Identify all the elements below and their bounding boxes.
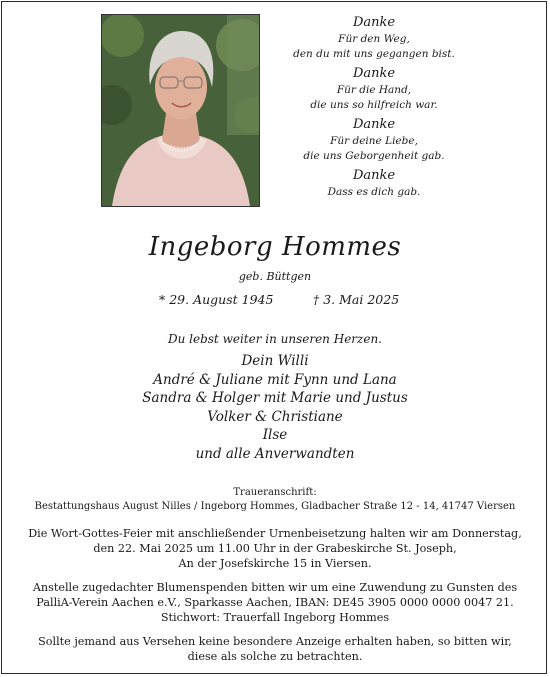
poem-stanza [276, 14, 472, 62]
poem-line: die uns Geborgenheit gab. [303, 150, 445, 162]
donation-line: Stichwort: Trauerfall Ingeborg Hommes [160, 611, 390, 624]
service-line: Die Wort-Gottes-Feier mit anschließender Urnenbeisetzung halten wir am Donnerstag, [28, 527, 522, 540]
poem-line: Für den Weg, [338, 33, 410, 45]
mourning-address [0, 486, 550, 513]
maiden-name: geb. Büttgen [238, 270, 312, 283]
service-info [0, 526, 550, 571]
family-member-line: Sandra & Holger mit Marie und Justus [142, 390, 408, 406]
donation-line: PalliA-Verein Aachen e.V., Sparkasse Aachen, IBAN: DE45 3905 0000 0000 0047 21. [36, 596, 514, 609]
poem-heading: Danke [352, 15, 396, 30]
family-member-line: André & Juliane mit Fynn und Lana [153, 371, 397, 388]
poem-stanza [276, 167, 472, 200]
family-list [0, 352, 550, 463]
family-member-line: Volker & Christiane [207, 408, 343, 425]
poem-line: Dass es dich gab. [327, 186, 421, 198]
closing-line: diese als solche zu betrachten. [187, 650, 363, 663]
closing-note [0, 634, 550, 664]
poem-stanza [276, 116, 472, 164]
death-date: † 3. Mai 2025 [313, 292, 400, 307]
deceased-name: Ingeborg Hommes [148, 232, 402, 262]
family-member-line: Ilse [262, 427, 288, 443]
donation-info [0, 580, 550, 625]
poem-stanza [276, 65, 472, 113]
service-line: An der Josefskirche 15 in Viersen. [178, 557, 372, 570]
family-member-line: Dein Willi [241, 353, 309, 369]
portrait-photo [101, 14, 260, 207]
poem-heading: Danke [352, 66, 396, 81]
poem-line: Für die Hand, [336, 84, 412, 96]
donation-line: Anstelle zugedachter Blumenspenden bitten wir um eine Zuwendung zu Gunsten des [32, 581, 518, 594]
birth-date: * 29. August 1945 [159, 292, 274, 307]
motto: Du lebst weiter in unseren Herzen. [167, 332, 382, 346]
poem-heading: Danke [352, 117, 396, 132]
poem-line: den du mit uns gegangen bist. [293, 48, 455, 60]
poem-line: die uns so hilfreich war. [310, 99, 438, 111]
poem-line: Für deine Liebe, [330, 135, 418, 147]
poem-heading: Danke [352, 168, 396, 183]
service-line: den 22. Mai 2025 um 11.00 Uhr in der Grabeskirche St. Joseph, [93, 542, 457, 555]
mourning-address-label: Traueranschrift: [233, 487, 317, 498]
thank-you-poem [276, 12, 472, 203]
mourning-address-text: Bestattungshaus August Nilles / Ingeborg Hommes, Gladbacher Straße 12 - 14, 41747 Viersen [34, 500, 516, 512]
closing-line: Sollte jemand aus Versehen keine besondere Anzeige erhalten haben, so bitten wir, [38, 635, 512, 648]
family-member-line: und alle Anverwandten [195, 445, 355, 462]
